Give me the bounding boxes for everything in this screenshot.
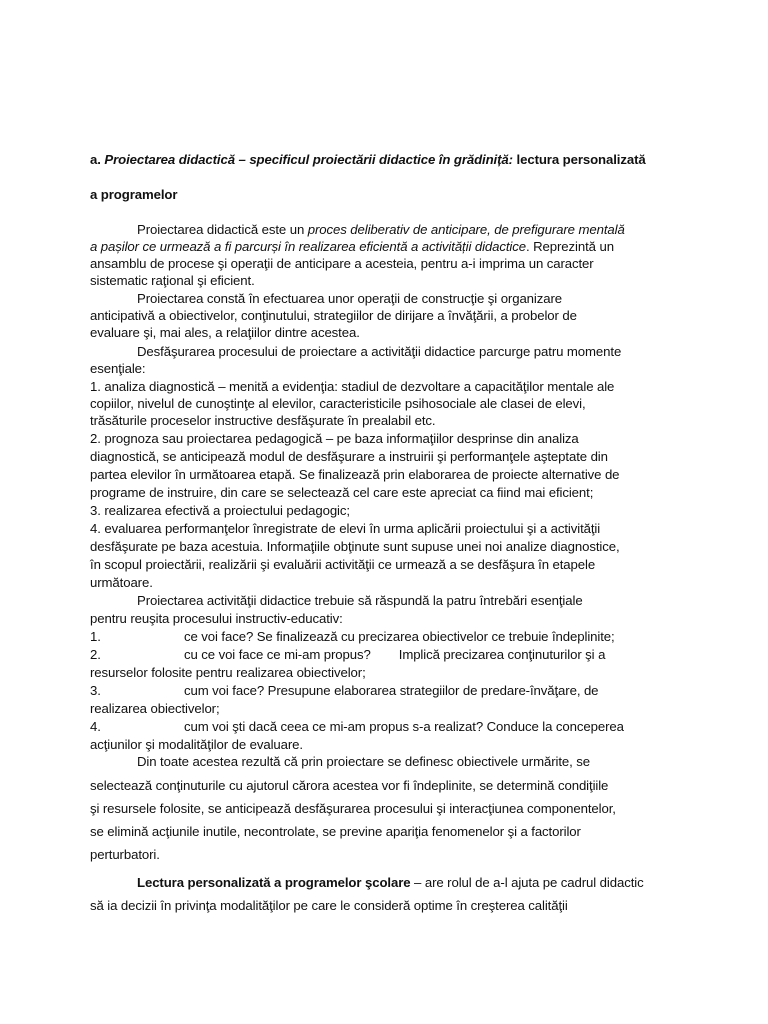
p6-line-1: Lectura personalizată a programelor şcolare – are rolul de a-l ajuta pe cadrul didactic xyxy=(137,875,644,890)
p5-line-2: selectează conţinuturile cu ajutorul cărora acestea vor fi îndeplinite, se determină condiţiile xyxy=(90,778,609,793)
p3-line-1: Desfăşurarea procesului de proiectare a activităţii didactice parcurge patru momente xyxy=(137,344,622,359)
p4-line-1: Proiectarea activităţii didactice trebuie să răspundă la patru întrebări esenţiale xyxy=(137,593,583,608)
heading-line-2: a programelor xyxy=(90,187,178,202)
list-item: 2. prognoza sau proiectarea pedagogică – pe baza informaţiilor desprinse din analiza xyxy=(90,431,579,446)
question-4-cont: acţiunilor şi modalităţilor de evaluare. xyxy=(90,737,303,752)
question-3-cont: realizarea obiectivelor; xyxy=(90,701,220,716)
list-item: partea elevilor în următoarea etapă. Se finalizează prin elaborarea de proiecte alternative de xyxy=(90,467,620,482)
p6-line-2: să ia decizii în privinţa modalităţilor pe care le consideră optime în creşterea calităţii xyxy=(90,898,568,913)
p1-line-2: a pașilor ce urmează a fi parcurși în realizarea eficientă a activității didactice. Reprezintă un xyxy=(90,239,614,254)
list-item: diagnostică, se anticipează modul de desfăşurare a instruirii şi performanţele aşteptate din xyxy=(90,449,608,464)
heading-title-rest: lectura personalizată xyxy=(516,152,646,167)
p2-line-3: evaluare şi, mai ales, a relaţiilor dintre acestea. xyxy=(90,325,360,340)
question-2-cont: resurselor folosite pentru realizarea obiectivelor; xyxy=(90,665,366,680)
question-1: 1. ce voi face? Se finalizează cu precizarea obiectivelor ce trebuie îndeplinite; xyxy=(90,629,615,644)
p1-line-1: Proiectarea didactică este un proces deliberativ de anticipare, de prefigurare mentală xyxy=(137,222,625,237)
p5-line-1: Din toate acestea rezultă că prin proiectare se definesc obiectivele urmărite, se xyxy=(137,754,590,769)
p5-line-5: perturbatori. xyxy=(90,847,160,862)
list-item: 3. realizarea efectivă a proiectului pedagogic; xyxy=(90,503,350,518)
p2-line-2: anticipativă a obiectivelor, conţinutului, strategiilor de dirijare a învăţării, a probelor de xyxy=(90,308,577,323)
heading-title-italic: Proiectarea didactică – specificul proiectării didactice în grădiniță: xyxy=(104,152,513,167)
section-heading xyxy=(90,151,646,168)
list-item: 1. analiza diagnostică – menită a evidenţia: stadiul de dezvoltare a capacităţilor mentale ale xyxy=(90,379,615,394)
p3-line-2: esenţiale: xyxy=(90,361,146,376)
question-2: 2. cu ce voi face ce mi-am propus? Implică precizarea conţinuturilor şi a xyxy=(90,647,606,662)
p2-line-1: Proiectarea constă în efectuarea unor operaţii de construcţie şi organizare xyxy=(137,291,563,306)
question-3: 3. cum voi face? Presupune elaborarea strategiilor de predare-învăţare, de xyxy=(90,683,599,698)
list-item: trăsăturile proceselor instructive desfăşurate în prealabil etc. xyxy=(90,413,436,428)
p4-line-2: pentru reuşita procesului instructiv-educativ: xyxy=(90,611,343,626)
list-item: desfăşurate pe baza acestuia. Informaţiile obţinute sunt supuse unei noi analize diagnostice, xyxy=(90,539,620,554)
heading-prefix: a. xyxy=(90,152,101,167)
list-item: programe de instruire, din care se selectează cel care este apreciat ca fiind mai eficient; xyxy=(90,485,594,500)
p1-line-3: ansamblu de procese şi operaţii de anticipare a acesteia, pentru a-i imprima un caracter xyxy=(90,256,594,271)
list-item: în scopul proiectării, realizării şi evaluării activităţii ce urmează a se desfăşura în etapele xyxy=(90,557,596,572)
p5-line-4: se elimină acţiunile inutile, necontrolate, se previne apariţia fenomenelor şi a factorilor xyxy=(90,824,581,839)
list-item: 4. evaluarea performanţelor înregistrate de elevi în urma aplicării proiectului şi a activităţii xyxy=(90,521,601,536)
question-4: 4. cum voi şti dacă ceea ce mi-am propus s-a realizat? Conduce la conceperea xyxy=(90,719,624,734)
list-item: următoare. xyxy=(90,575,153,590)
p1-line-4: sistematic raţional şi eficient. xyxy=(90,273,255,288)
list-item: copiilor, nivelul de cunoştinţe al elevilor, caracteristicile psihosociale ale clasei de elevi, xyxy=(90,396,586,411)
p5-line-3: şi resursele folosite, se anticipează desfăşurarea procesului şi interacţiunea componentelor, xyxy=(90,801,616,816)
